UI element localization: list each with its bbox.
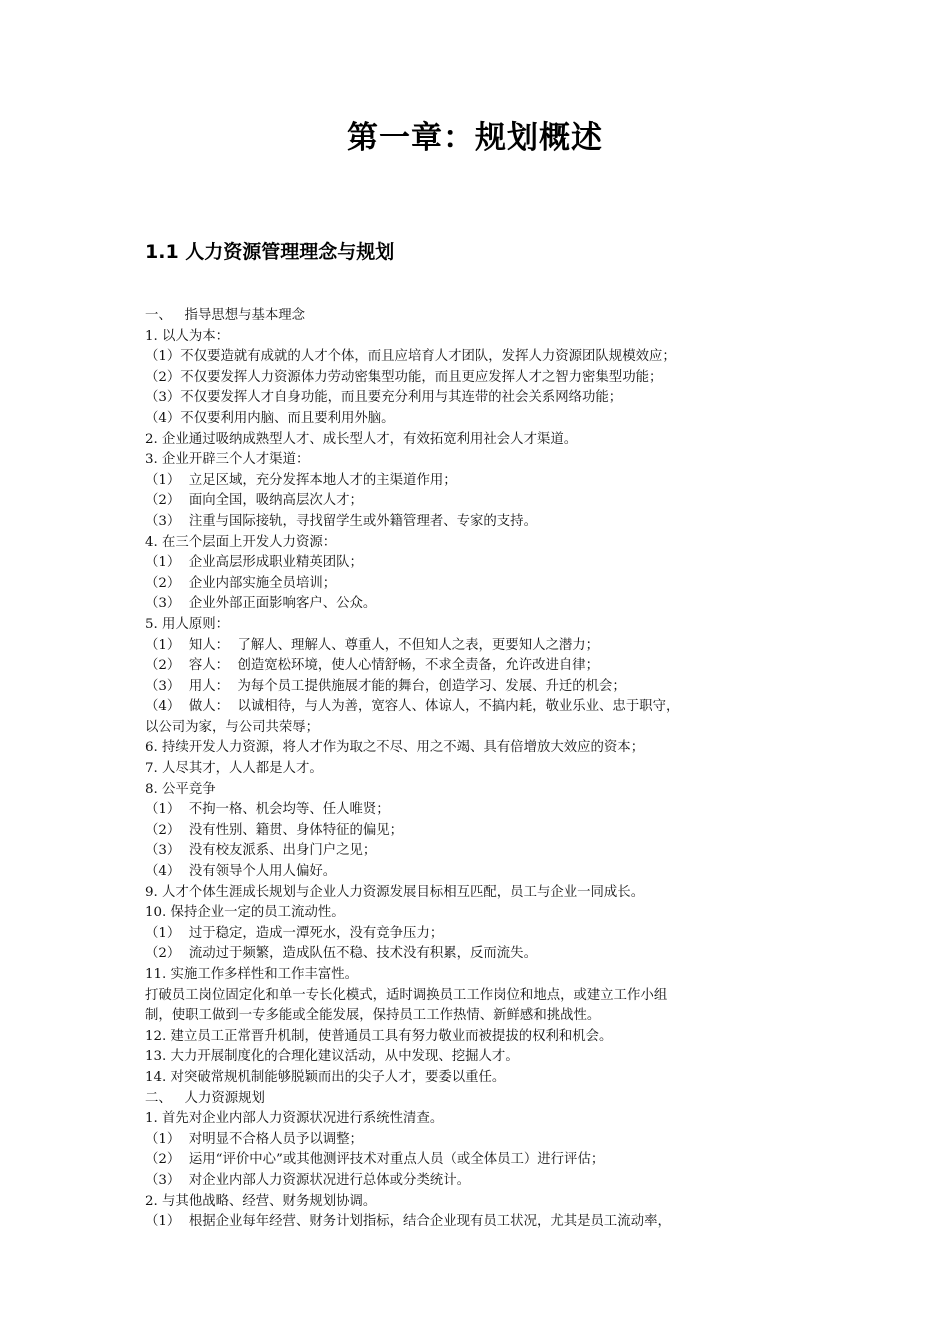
text-line: （1） 对明显不合格人员予以调整； [145,1131,363,1147]
body-text [145,306,810,1233]
text-line: 5. 用人原则： [145,616,229,632]
text-line: （1） 立足区域，充分发挥本地人才的主渠道作用； [145,472,457,488]
text-line: 14. 对突破常规机制能够脱颖而出的尖子人才，要委以重任。 [145,1069,506,1085]
text-line: 7. 人尽其才，人人都是人才。 [145,761,323,777]
text-line: （2） 企业内部实施全员培训； [145,575,337,591]
text-line: （4） 做人： 以诚相待，与人为善，宽容人、体谅人，不搞内耗，敬业乐业、忠于职守， [145,699,680,715]
text-line: 8. 公平竞争 [145,781,216,797]
text-line: （2） 没有性别、籍贯、身体特征的偏见； [145,822,404,838]
text-line: （3） 企业外部正面影响客户、公众。 [145,596,377,612]
text-line: 10. 保持企业一定的员工流动性。 [145,905,345,921]
chapter-title: 第一章：规划概述 [347,120,603,156]
text-line: 二、 人力资源规划 [145,1090,265,1106]
text-line: 12. 建立员工正常晋升机制，使普通员工具有努力敬业而被提拔的权利和机会。 [145,1028,613,1044]
section-title: 1.1 人力资源管理理念与规划 [145,241,395,263]
text-line: 1. 首先对企业内部人力资源状况进行系统性清查。 [145,1111,444,1127]
text-line: （3）不仅要发挥人才自身功能，而且要充分利用与其连带的社会关系网络功能； [145,390,623,406]
text-line: （3） 注重与国际接轨，寻找留学生或外籍管理者、专家的支持。 [145,513,537,529]
text-line: （2） 流动过于频繁，造成队伍不稳、技术没有积累，反而流失。 [145,946,537,962]
text-line: 13. 大力开展制度化的合理化建议活动，从中发现、挖掘人才。 [145,1049,519,1065]
text-line: 6. 持续开发人力资源，将人才作为取之不尽、用之不竭、具有倍增放大效应的资本； [145,740,645,756]
text-line: 打破员工岗位固定化和单一专长化模式，适时调换员工工作岗位和地点，或建立工作小组 [145,987,668,1003]
text-line: （3） 对企业内部人力资源状况进行总体或分类统计。 [145,1172,471,1188]
text-line: 以公司为家，与公司共荣辱； [145,719,320,735]
text-line: 3. 企业开辟三个人才渠道： [145,452,310,468]
text-line: （3） 没有校友派系、出身门户之见； [145,843,377,859]
text-line: （2） 面向全国，吸纳高层次人才； [145,493,363,509]
text-line: 制，使职工做到一专多能或全能发展，保持员工工作热情、新鲜感和挑战性。 [145,1008,601,1024]
text-line: （1） 企业高层形成职业精英团队； [145,555,363,571]
text-line: 2. 与其他战略、经营、财务规划协调。 [145,1193,377,1209]
text-line: （1） 不拘一格、机会均等、任人唯贤； [145,802,390,818]
text-line: （1）不仅要造就有成就的人才个体，而且应培育人才团队，发挥人力资源团队规模效应； [145,349,676,365]
text-line: （4）不仅要利用内脑、而且要利用外脑。 [145,410,395,426]
text-line: （2） 运用“评价中心”或其他测评技术对重点人员（或全体员工）进行评估； [145,1152,605,1168]
text-line: 2. 企业通过吸纳成熟型人才、成长型人才，有效拓宽利用社会人才渠道。 [145,431,578,447]
text-line: （2）不仅要发挥人力资源体力劳动密集型功能，而且更应发挥人才之智力密集型功能； [145,369,663,385]
text-line: 4. 在三个层面上开发人力资源： [145,534,337,550]
text-line: 一、 指导思想与基本理念 [145,308,306,323]
text-line: （3） 用人： 为每个员工提供施展才能的舞台，创造学习、发展、升迁的机会； [145,678,626,694]
text-line: （4） 没有领导个人用人偏好。 [145,864,337,880]
text-line: 9. 人才个体生涯成长规划与企业人力资源发展目标相互匹配，员工与企业一同成长。 [145,884,645,900]
text-line: 11. 实施工作多样性和工作丰富性。 [145,967,359,982]
text-line: （1） 知人： 了解人、理解人、尊重人，不但知人之表，更要知人之潜力； [145,637,600,653]
text-line: （2） 容人： 创造宽松环境，使人心情舒畅，不求全责备，允许改进自律； [145,658,600,674]
text-line: 1. 以人为本： [145,328,229,344]
text-line: （1） 根据企业每年经营、财务计划指标，结合企业现有员工状况，尤其是员工流动率， [145,1214,671,1230]
text-line: （1） 过于稳定，造成一潭死水，没有竞争压力； [145,925,444,941]
